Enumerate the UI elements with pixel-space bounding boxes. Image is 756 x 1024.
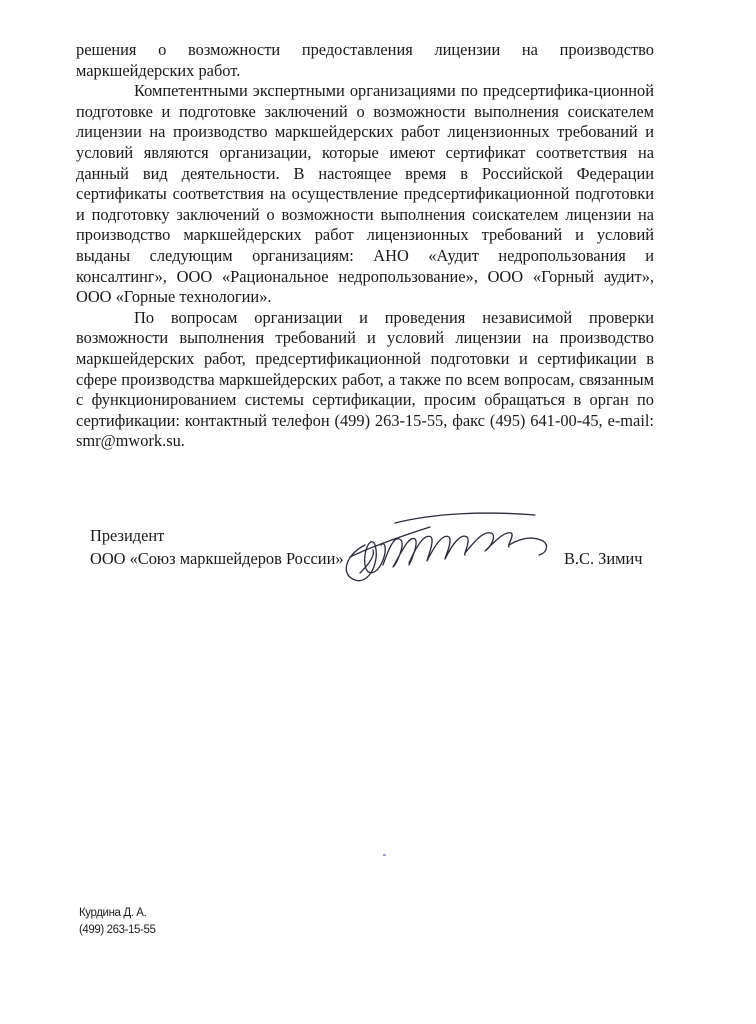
- scan-speck: [383, 854, 386, 856]
- letter-body: [76, 40, 654, 452]
- paragraph-1: решения о возможности предоставления лицензии на производство маркшейдерских работ.: [76, 40, 654, 80]
- signatory-organization: ООО «Союз маркшейдеров России»: [90, 549, 344, 568]
- executor-name: Курдина Д. А.: [79, 907, 147, 919]
- paragraph-2: Компетентными экспертными организациями по предсертифика-ционной подготовке и подготовке заключений о возможности выполнения соискателем лицензии на производство маркшейдерских работ лицензионных требований и условий являются организации, которые имеют сертификат соответствия на данный вид деятельности. В настоящее время в Российской Федерации сертификаты соответствия на осуществление предсертификационной подготовки и подготовку заключений о возможности выполнения соискателем лицензии на производство маркшейдерских работ лицензионных требований и условий выданы следующим организациям: АНО «Аудит недропользования и консалтинг», ООО «Рациональное недропользование», ООО «Горный аудит», ООО «Горные технологии».: [76, 81, 654, 307]
- executor-phone: (499) 263-15-55: [79, 924, 156, 936]
- signatory-title: Президент: [90, 526, 165, 545]
- signatory-name: В.С. Зимич: [564, 549, 643, 568]
- paragraph-3: По вопросам организации и проведения независимой проверки возможности выполнения требований и условий лицензии на производство маркшейдерских работ, предсертификационной подготовки и сертификации в сфере производства маркшейдерских работ, а также по всем вопросам, связанным с функционированием системы сертификации, просим обращаться в орган по сертификации: контактный телефон (499) 263-15-55, факс (495) 641-00-45, e-mail: smr@mwork.su.: [76, 307, 654, 451]
- handwritten-signature: [335, 505, 565, 595]
- executor-footer: [79, 905, 155, 939]
